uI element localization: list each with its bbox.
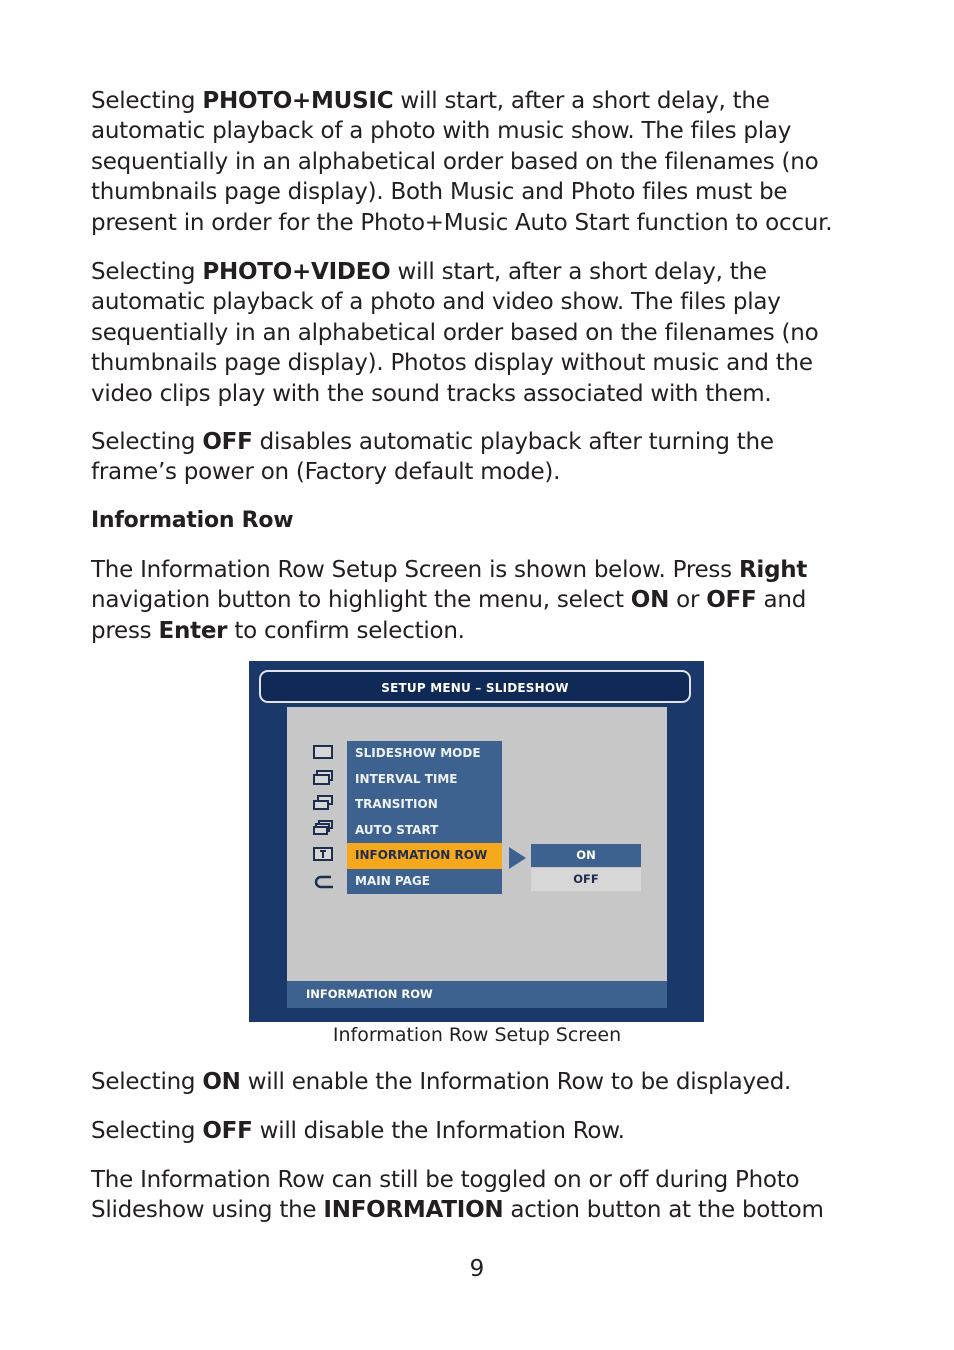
bold-term: ON [202, 1069, 241, 1095]
bold-term: INFORMATION [323, 1197, 504, 1224]
text: and press [91, 587, 807, 644]
menu-item-slideshow-mode[interactable]: SLIDESHOW MODE [355, 746, 481, 760]
paragraph-setup-instructions [91, 555, 866, 646]
text: action button at the bottom [503, 1197, 824, 1224]
submenu-arrow-icon [509, 847, 526, 869]
return-icon [313, 871, 335, 889]
paragraph-photo-music [91, 86, 866, 238]
text: will start, after a short delay, the automatic playback of a photo and video show. The files play sequentially in an alphabetical order based on the filenames (no thumbnails page display). Photos display without music and the video clips play with the sound tracks associated with them. [91, 259, 819, 407]
paragraph-on-description [91, 1067, 866, 1097]
text: will start, after a short delay, the automatic playback of a photo with music show. The files play sequentially in an alphabetical order based on the filenames (no thumbnails page display). Both Music and Photo files must be present in order for the Photo+Music Auto Start function to occur. [91, 88, 833, 236]
screen-title: SETUP MENU – SLIDESHOW [259, 670, 691, 703]
text: Selecting [91, 1118, 203, 1144]
paragraph-off-description [91, 1116, 866, 1146]
menu-item-auto-start[interactable]: AUTO START [355, 822, 439, 837]
text: will disable the Information Row. [252, 1118, 625, 1144]
text: disables automatic playback after turning the frame’s power on (Factory default mode). [91, 429, 774, 486]
bold-term: OFF [202, 429, 253, 455]
paragraph-off [91, 427, 866, 488]
text: The Information Row can still be toggled on or off during Photo Slideshow using the [91, 1167, 800, 1224]
frame-icon [313, 745, 333, 760]
text: Selecting [91, 1069, 203, 1095]
text: Selecting [91, 259, 203, 285]
setup-panel [287, 707, 667, 1008]
bold-term: Right [738, 557, 808, 583]
text: will enable the Information Row to be displayed. [240, 1069, 792, 1095]
menu-item-transition[interactable]: TRANSITION [355, 797, 438, 811]
text: Selecting [91, 88, 203, 114]
menu-item-information-row[interactable]: INFORMATION ROW [347, 843, 502, 869]
stacked-frames-icon [313, 770, 333, 785]
bold-term: PHOTO+VIDEO [202, 259, 391, 285]
bold-term: ON [630, 587, 670, 614]
auto-start-icon [313, 820, 333, 835]
bold-term: OFF [706, 587, 757, 614]
text: navigation button to highlight the menu, select [91, 587, 631, 614]
paragraph-photo-video [91, 257, 866, 409]
text: Selecting [91, 429, 203, 455]
menu-item-main-page[interactable]: MAIN PAGE [355, 873, 430, 888]
option-off[interactable]: OFF [531, 868, 641, 891]
section-heading: Information Row [91, 508, 294, 533]
setup-menu [347, 741, 502, 894]
paragraph-toggle-note [91, 1165, 866, 1226]
screen-footer: INFORMATION ROW [287, 981, 667, 1008]
info-icon [313, 847, 333, 862]
text: or [669, 587, 707, 614]
bold-term: Enter [158, 617, 228, 644]
option-on[interactable]: ON [531, 844, 641, 867]
transition-icon [313, 795, 333, 810]
text: to confirm selection. [227, 617, 465, 644]
figure-caption: Information Row Setup Screen [332, 1024, 622, 1046]
page-number: 9 [469, 1256, 485, 1282]
text: The Information Row Setup Screen is shown below. Press [91, 557, 739, 583]
bold-term: OFF [202, 1118, 253, 1144]
setup-screen-image [249, 661, 704, 1022]
menu-item-interval-time[interactable]: INTERVAL TIME [355, 771, 458, 786]
bold-term: PHOTO+MUSIC [202, 88, 394, 114]
